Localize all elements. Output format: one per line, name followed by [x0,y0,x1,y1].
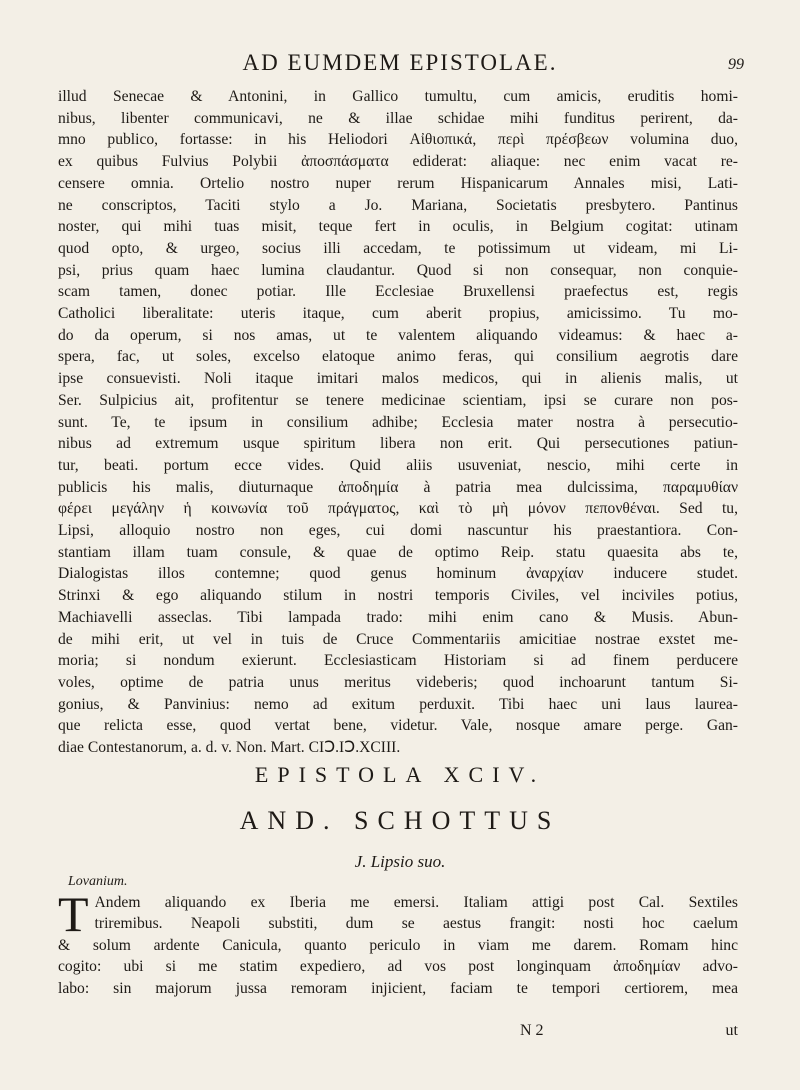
running-head: AD EUMDEM EPISTOLAE. [242,50,558,75]
text-line: Ser. Sulpicius ait, profitentur se tenere medicinae scientiam, ipsi se curare non pos- [58,391,738,409]
text-line: tur, beati. portum ecce vides. Quid aliis usuveniat, nescio, mihi certe in [58,456,738,474]
text-line: Dialogistas illos contemne; quod genus hominum ἀναρχίαν inducere studet. [58,565,738,583]
text-line: psi, prius quam haec lumina claudantur. Quod si non consequar, non conquie- [58,261,738,279]
text-line: diae Contestanorum, a. d. v. Non. Mart. CIↃ.IↃ.XCIII. [58,739,401,757]
text-line: moria; si nondum exierunt. Ecclesiasticam Historiam si ad finem perducere [58,652,738,670]
text-line: Catholici liberalitate: uteris itaque, cum aberit propius, amicissimo. Tu mo- [58,305,738,323]
text-line: triremibus. Neapoli substiti, dum se aestus frangit: nosti hoc caelum [94,915,738,933]
text-line: φέρει μεγάλην ἡ κοινωνία τοῦ πράγματος, καὶ τὸ μὴ μόνον πεπονθέναι. Sed tu, [58,500,738,518]
text-line: Andem aliquando ex Iberia me emersi. Italiam attigi post Cal. Sextiles [94,894,738,911]
text-line: illud Senecae & Antonini, in Gallico tumultu, cum amicis, eruditis homi- [58,88,738,105]
text-line: spera, fac, ut soles, excelso elatoque animo feras, qui consilium aegrotis dare [58,348,738,366]
text-line: que relicta esse, quod vertat bene, videtur. Vale, nosque amare perge. Gan- [58,717,738,735]
text-line: labo: sin majorum jussa remoram injicient, faciam te tempori certiorem, mea [58,979,738,997]
text-line: sunt. Te, te ipsum in consilium adhibe; Ecclesia mater nostra à persecutio- [58,413,738,431]
text-line: censere omnia. Ortelio nostro nuper rerum Hispanicarum Annales misi, Lati- [58,174,738,192]
text-line: de mihi erit, ut vel in tuis de Cruce Commentariis amicitiae nostrae exstet me- [58,630,738,648]
text-line: noster, qui mihi tuas misit, teque fert in oculis, in Belgium cogitat: utinam [58,218,738,236]
signature-mark: N 2 [520,1022,544,1039]
text-line: ne conscriptos, Taciti stylo a Jo. Mariana, Societatis presbytero. Pantinus [58,196,738,214]
catchword: ut [725,1022,738,1039]
text-line: & solum ardente Canicula, quanto periculo in viam me darem. Romam hinc [58,936,738,954]
text-line: cogito: ubi si me statim expediero, ad vos post longinquam ἀποδημίαν advo- [58,958,738,976]
text-line: ipse consuevisti. Noli itaque imitari malos medicos, qui in alienis malis, ut [58,370,738,388]
text-line: quod opto, & urgeo, socius illi accedam, te potissimum ut videam, mi Li- [58,239,738,257]
text-line: stantiam illam tuam consule, & quae de optimo Reip. statu quaesita abs te, [58,543,738,561]
text-line: Strinxi & ego aliquando stilum in nostri temporis Civiles, vel inciviles potius, [58,587,738,605]
epistle-recipient: J. Lipsio suo. [354,852,446,871]
text-line: Lipsi, alloquio nostro non eges, cui domi nascuntur his praestantiora. Con- [58,522,738,540]
place-heading: Lovanium. [68,874,128,889]
text-line: publicis his malis, diuturnaque ἀποδημία à patria mea dulcissima, παραμυθίαν [58,478,738,496]
page-number: 99 [728,56,744,73]
text-line: scam tamen, donec potiar. Ille Ecclesiae Bruxellensi praefectus est, regis [58,283,738,301]
text-line: Machiavelli asseclas. Tibi lampada trado: mihi enim cano & Musis. Abun- [58,608,738,626]
text-line: nibus ad extremum usque spiritum libera non erit. Qui persecutiones patiun- [58,435,738,453]
epistle-title: EPISTOLA XCIV. [254,762,546,787]
drop-cap: T [58,886,89,942]
text-line: do da operum, si nos amas, ut te valentem aliquando videamus: & haec a- [58,326,738,344]
text-line: ex quibus Fulvius Polybii ἀποσπάσματα ediderat: aliaque: nec enim vacat re- [58,153,738,171]
text-line: gonius, & Panvinius: nemo ad exitum perduxit. Tibi haec uni laus laurea- [58,695,738,713]
text-line: voles, optime de patria unus meritus videberis; quod inchoarunt tantum Si- [58,673,738,691]
text-line: nibus, libenter communicavi, ne & illae schidae mihi funditus perirent, da- [58,109,738,127]
epistle-author: AND. SCHOTTUS [239,806,561,835]
second-letter-body [58,886,738,999]
text-line: mno publico, fortasse: in his Heliodori Αἰθιοπικά, περὶ πρέσβεων volumina duo, [58,131,738,149]
letter-body [58,86,738,759]
